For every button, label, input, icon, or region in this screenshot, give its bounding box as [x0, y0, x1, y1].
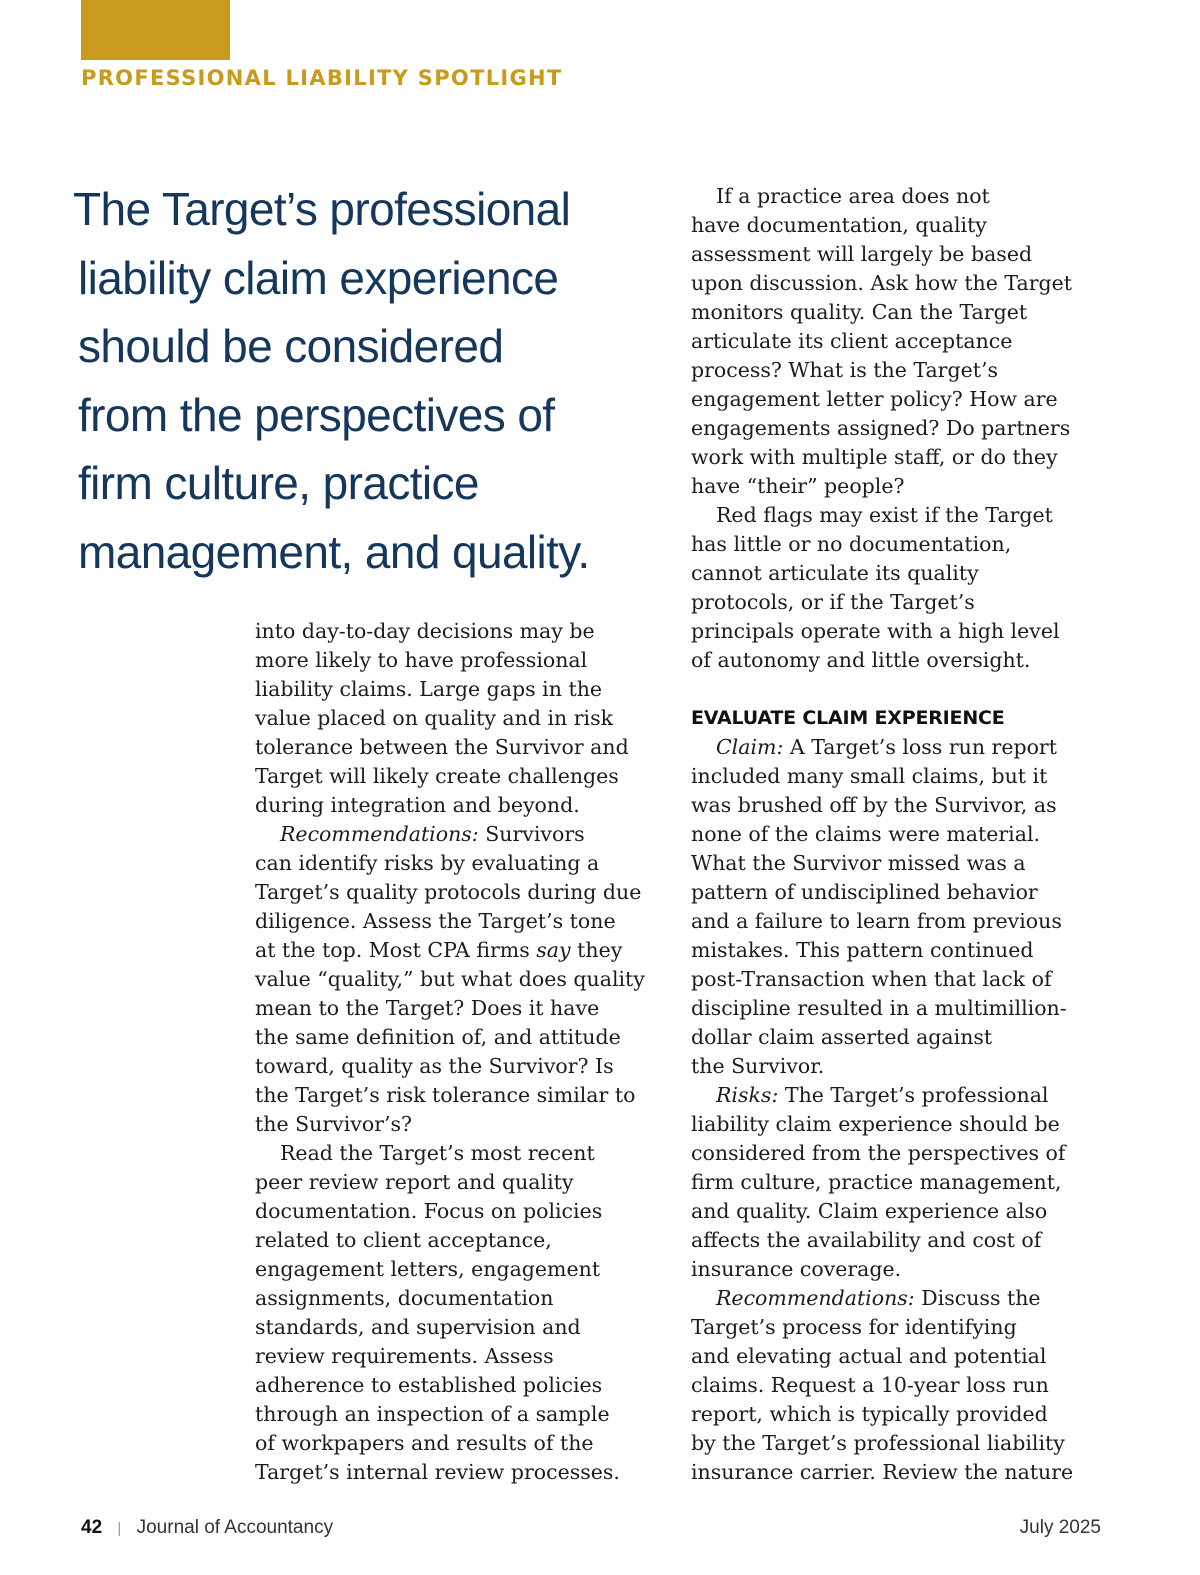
text-line: diligence. Assess the Target’s tone [255, 909, 616, 933]
emphasis: say [536, 938, 571, 962]
text-line: adherence to established policies [255, 1373, 603, 1397]
page-footer [81, 1517, 1101, 1545]
text-line [255, 936, 675, 965]
pull-quote-line: liability claim experience [78, 251, 559, 304]
publication-name: Journal of Accountancy [136, 1517, 334, 1538]
text-line: claims. Request a 10-year loss run [691, 1373, 1049, 1397]
text-line: the Survivor. [691, 1054, 825, 1078]
spacer [691, 675, 1111, 704]
text-line: report, which is typically provided [691, 1402, 1048, 1426]
paragraph [255, 820, 675, 1139]
text-line: have “their” people? [691, 474, 905, 498]
text-line: tolerance between the Survivor and [255, 735, 629, 759]
text-line: have documentation, quality [691, 213, 987, 237]
text-span: A Target’s loss run report [783, 735, 1057, 759]
pull-quote-line: should be considered [78, 320, 504, 372]
text-line: of workpapers and results of the [255, 1431, 594, 1455]
pull-quote [73, 175, 653, 586]
text-line: was brushed off by the Survivor, as [691, 793, 1057, 817]
lead-in: Risks: [716, 1083, 779, 1107]
paragraph [255, 617, 675, 820]
text-line: of autonomy and little oversight. [691, 648, 1031, 672]
text-line: by the Target’s professional liability [691, 1431, 1065, 1455]
text-line: into day-to-day decisions may be [255, 619, 595, 643]
text-line: upon discussion. Ask how the Target [691, 271, 1073, 295]
text-line: firm culture, practice management, [691, 1170, 1062, 1194]
lead-in: Recommendations: [280, 822, 479, 846]
pull-quote-line: The Target’s professional [73, 183, 571, 235]
text-line: insurance coverage. [691, 1257, 902, 1281]
lead-in: Claim: [716, 735, 784, 759]
text-line: assessment will largely be based [691, 242, 1033, 266]
text-span: The Target’s professional [778, 1083, 1049, 1107]
text-line: the Survivor’s? [255, 1112, 413, 1136]
text-line: and elevating actual and potential [691, 1344, 1047, 1368]
text-line: considered from the perspectives of [691, 1141, 1066, 1165]
issue-date: July 2025 [1019, 1517, 1101, 1538]
text-line: mistakes. This pattern continued [691, 938, 1034, 962]
text-line [691, 1081, 1111, 1110]
right-column [691, 182, 1111, 1487]
text-line: can identify risks by evaluating a [255, 851, 600, 875]
pull-quote-line: from the perspectives of [78, 388, 555, 441]
pull-quote-line: firm culture, practice [78, 457, 479, 509]
paragraph [691, 733, 1111, 1081]
text-line [691, 1284, 1111, 1313]
text-line: and quality. Claim experience also [691, 1199, 1048, 1223]
paragraph [691, 182, 1111, 501]
text-span: Survivors [478, 822, 585, 846]
text-line: post-Transaction when that lack of [691, 967, 1052, 991]
text-line: Target’s quality protocols during due [255, 880, 642, 904]
paragraph [255, 1139, 675, 1487]
text-line: none of the claims were material. [691, 822, 1041, 846]
text-line: Red flags may exist if the Target [716, 503, 1053, 527]
text-line: Target’s internal review processes. [255, 1460, 620, 1484]
section-color-tab [81, 0, 230, 60]
text-line: insurance carrier. Review the nature [691, 1460, 1074, 1484]
text-line: cannot articulate its quality [691, 561, 979, 585]
pull-quote-line: management, and quality. [78, 525, 590, 578]
text-span: they [570, 938, 623, 962]
text-line: standards, and supervision and [255, 1315, 581, 1339]
text-line: during integration and beyond. [255, 793, 580, 817]
text-line: value placed on quality and in risk [255, 706, 614, 730]
paragraph [691, 1284, 1111, 1487]
text-line: engagements assigned? Do partners [691, 416, 1071, 440]
text-line: peer review report and quality [255, 1170, 574, 1194]
text-line: principals operate with a high level [691, 619, 1060, 643]
text-line: work with multiple staff, or do they [691, 445, 1058, 469]
text-line: through an inspection of a sample [255, 1402, 610, 1426]
text-line: If a practice area does not [716, 184, 990, 208]
left-column [255, 617, 675, 1487]
text-line: affects the availability and cost of [691, 1228, 1042, 1252]
text-line: mean to the Target? Does it have [255, 996, 600, 1020]
text-line: protocols, or if the Target’s [691, 590, 975, 614]
text-line: and a failure to learn from previous [691, 909, 1062, 933]
section-heading: EVALUATE CLAIM EXPERIENCE [691, 707, 1005, 729]
text-line: articulate its client acceptance [691, 329, 1013, 353]
section-label: PROFESSIONAL LIABILITY SPOTLIGHT [81, 66, 563, 90]
text-line: assignments, documentation [255, 1286, 554, 1310]
text-line: liability claims. Large gaps in the [255, 677, 603, 701]
paragraph [691, 1081, 1111, 1284]
text-line: engagement letters, engagement [255, 1257, 601, 1281]
text-line: discipline resulted in a multimillion- [691, 996, 1067, 1020]
text-line: the same definition of, and attitude [255, 1025, 621, 1049]
text-line: toward, quality as the Survivor? Is [255, 1054, 614, 1078]
text-line: Target’s process for identifying [691, 1315, 1017, 1339]
text-line: Target will likely create challenges [255, 764, 619, 788]
text-line: liability claim experience should be [691, 1112, 1060, 1136]
paragraph [691, 501, 1111, 675]
page-number: 42 [81, 1517, 103, 1538]
text-line: the Target’s risk tolerance similar to [255, 1083, 636, 1107]
footer-separator: | [117, 1520, 122, 1537]
text-line: process? What is the Target’s [691, 358, 998, 382]
text-line: Read the Target’s most recent [280, 1141, 595, 1165]
text-line: monitors quality. Can the Target [691, 300, 1028, 324]
text-span: at the top. Most CPA firms [255, 938, 537, 962]
text-span: Discuss the [914, 1286, 1041, 1310]
lead-in: Recommendations: [716, 1286, 915, 1310]
text-line: engagement letter policy? How are [691, 387, 1058, 411]
text-line: value “quality,” but what does quality [255, 967, 645, 991]
text-line: more likely to have professional [255, 648, 588, 672]
text-line: included many small claims, but it [691, 764, 1048, 788]
text-line: dollar claim asserted against [691, 1025, 993, 1049]
text-line [691, 733, 1111, 762]
text-line: has little or no documentation, [691, 532, 1012, 556]
text-line: documentation. Focus on policies [255, 1199, 603, 1223]
text-line [255, 820, 675, 849]
text-line: What the Survivor missed was a [691, 851, 1026, 875]
text-line: pattern of undisciplined behavior [691, 880, 1038, 904]
text-line: related to client acceptance, [255, 1228, 552, 1252]
text-line: review requirements. Assess [255, 1344, 554, 1368]
